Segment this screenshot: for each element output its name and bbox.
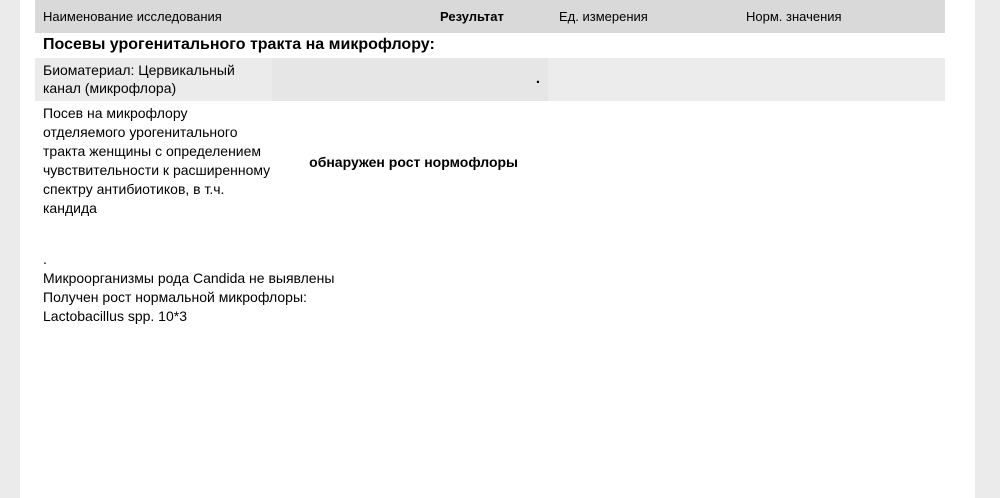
header-norm-column: Норм. значения: [746, 9, 842, 24]
header-result-column: Результат: [440, 9, 504, 24]
section-title: Посевы урогенитального тракта на микрофлору:: [43, 36, 435, 53]
header-units-column: Ед. измерения: [559, 9, 648, 24]
biomaterial-result-cell: [272, 58, 548, 101]
test-name: Посев на микрофлору отделяемого урогенитального тракта женщины с определением чувствительности к расширенному спектру антибиотиков, в т.ч. кандида: [43, 105, 271, 216]
note-line: Lactobacillus spp. 10*3: [43, 308, 187, 324]
note-line: Микроорганизмы рода Candida не выявлены: [43, 270, 335, 286]
test-result: обнаружен рост нормофлоры: [309, 154, 518, 170]
biomaterial-result: .: [535, 70, 540, 87]
result-notes: [43, 250, 463, 326]
note-line: .: [43, 251, 47, 267]
table-header-row: [35, 0, 945, 33]
header-name-column: Наименование исследования: [43, 9, 222, 24]
biomaterial-row: [35, 58, 945, 101]
note-line: Получен рост нормальной микрофлоры:: [43, 289, 307, 305]
biomaterial-units-cell: [550, 58, 945, 101]
biomaterial-name: Биоматериал: Цервикальный канал (микрофлора): [43, 62, 235, 96]
